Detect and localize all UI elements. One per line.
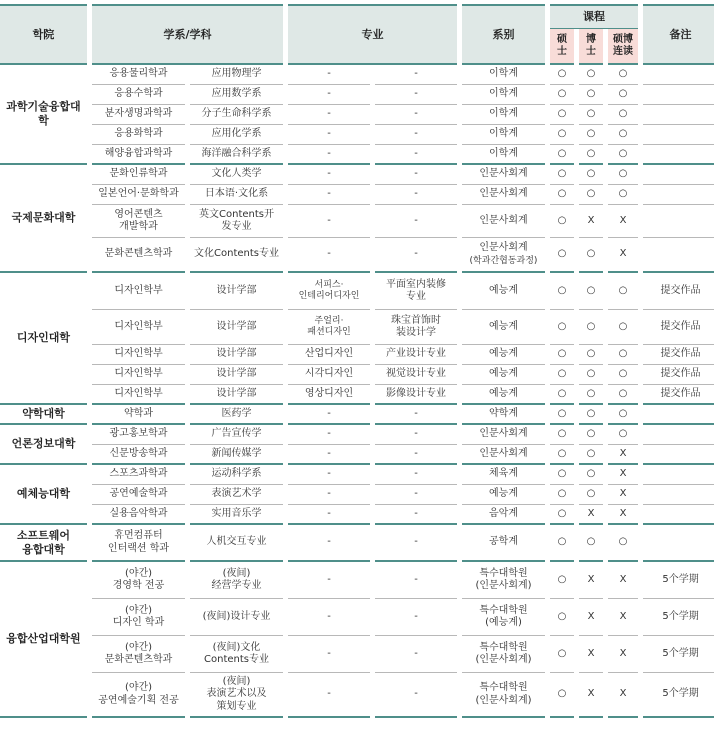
table-row (0, 105, 714, 125)
header-note: 备注 (643, 4, 714, 65)
note-cell (643, 185, 714, 205)
doctor-mark: ○ (579, 525, 603, 562)
doctor-mark: X (579, 599, 603, 636)
dept-korean-cell: 디자인학부 (92, 385, 185, 405)
major-chinese-cell: - (375, 673, 457, 718)
note-cell (643, 525, 714, 562)
dept-chinese-cell: 应用数学系 (190, 85, 283, 105)
major-korean-cell: - (288, 505, 370, 525)
table-row (0, 405, 714, 425)
series-cell: 특수대학원 (예능계) (462, 599, 545, 636)
major-korean-cell: - (288, 65, 370, 85)
doctor-mark: ○ (579, 185, 603, 205)
dept-chinese-cell: (夜间) 经营学专业 (190, 562, 283, 599)
dept-chinese-cell: 设计学部 (190, 273, 283, 310)
major-chinese-cell: - (375, 445, 457, 465)
combined-mark: ○ (608, 405, 638, 425)
note-cell (643, 505, 714, 525)
major-chinese-cell: - (375, 125, 457, 145)
combined-mark: X (608, 636, 638, 673)
note-cell (643, 125, 714, 145)
major-korean-cell: 주얼리· 패션디자인 (288, 310, 370, 345)
doctor-mark: ○ (579, 345, 603, 365)
doctor-mark: ○ (579, 65, 603, 85)
dept-korean-cell: 응용화학과 (92, 125, 185, 145)
note-cell (643, 65, 714, 85)
major-chinese-cell: - (375, 145, 457, 165)
series-cell: 예능계 (462, 365, 545, 385)
header-combined: 硕博 连读 (608, 29, 638, 65)
major-chinese-cell: - (375, 185, 457, 205)
dept-korean-cell: 문화인류학과 (92, 165, 185, 185)
master-mark: ○ (550, 445, 574, 465)
dept-korean-cell: (야간) 공연예술기획 전공 (92, 673, 185, 718)
major-korean-cell: 영상디자인 (288, 385, 370, 405)
dept-korean-cell: (야간) 경영학 전공 (92, 562, 185, 599)
major-chinese-cell: 产业设计专业 (375, 345, 457, 365)
table-header (0, 4, 714, 65)
dept-korean-cell: 디자인학부 (92, 365, 185, 385)
major-korean-cell: - (288, 165, 370, 185)
dept-korean-cell: 공연예술학과 (92, 485, 185, 505)
series-cell: 체육계 (462, 465, 545, 485)
combined-mark: X (608, 465, 638, 485)
dept-chinese-cell: 设计学部 (190, 310, 283, 345)
master-mark: ○ (550, 165, 574, 185)
major-korean-cell: - (288, 145, 370, 165)
dept-chinese-cell: 英文Contents开 发专业 (190, 205, 283, 238)
header-college: 학院 (0, 4, 87, 65)
master-mark: ○ (550, 385, 574, 405)
combined-mark: ○ (608, 525, 638, 562)
master-mark: ○ (550, 273, 574, 310)
dept-korean-cell: 일본언어·문화학과 (92, 185, 185, 205)
dept-chinese-cell: 日本语·文化系 (190, 185, 283, 205)
table-row (0, 165, 714, 185)
major-chinese-cell: - (375, 636, 457, 673)
major-korean-cell: 산업디자인 (288, 345, 370, 365)
college-cell: 언론정보대학 (0, 425, 87, 465)
doctor-mark: ○ (579, 273, 603, 310)
header-series: 系别 (462, 4, 545, 65)
series-cell: 특수대학원 (인문사회계) (462, 562, 545, 599)
dept-chinese-cell: (夜间) 表演艺术以及 策划专业 (190, 673, 283, 718)
major-chinese-cell: - (375, 465, 457, 485)
doctor-mark: X (579, 562, 603, 599)
series-cell: 예능계 (462, 345, 545, 365)
doctor-mark: X (579, 205, 603, 238)
header-dept: 学系/学科 (92, 4, 283, 65)
major-chinese-cell: 影像设计专业 (375, 385, 457, 405)
college-cell: 예체능대학 (0, 465, 87, 525)
combined-mark: X (608, 505, 638, 525)
dept-korean-cell: 스포츠과학과 (92, 465, 185, 485)
note-cell: 提交作品 (643, 310, 714, 345)
series-cell: 약학계 (462, 405, 545, 425)
series-note: (학과간협동과정) (469, 255, 538, 266)
major-korean-cell: - (288, 636, 370, 673)
major-chinese-cell: - (375, 485, 457, 505)
dept-korean-cell: 광고홍보학과 (92, 425, 185, 445)
dept-korean-cell: 디자인학부 (92, 273, 185, 310)
doctor-mark: ○ (579, 365, 603, 385)
table-body (0, 65, 714, 718)
major-korean-cell: - (288, 185, 370, 205)
series-cell: 예능계 (462, 485, 545, 505)
table-row (0, 525, 714, 562)
dept-chinese-cell: 设计学部 (190, 385, 283, 405)
dept-korean-cell: 응용수학과 (92, 85, 185, 105)
doctor-mark: ○ (579, 105, 603, 125)
note-cell (643, 165, 714, 185)
dept-chinese-cell: 设计学部 (190, 365, 283, 385)
major-korean-cell: - (288, 85, 370, 105)
dept-chinese-cell: 医药学 (190, 405, 283, 425)
master-mark: ○ (550, 636, 574, 673)
doctor-mark: ○ (579, 445, 603, 465)
major-chinese-cell: 珠宝首饰时 装设计学 (375, 310, 457, 345)
master-mark: ○ (550, 145, 574, 165)
table-row (0, 273, 714, 310)
table-row (0, 345, 714, 365)
dept-chinese-cell: 应用化学系 (190, 125, 283, 145)
dept-korean-cell: 문화콘텐츠학과 (92, 238, 185, 273)
series-cell: 이학계 (462, 65, 545, 85)
master-mark: ○ (550, 238, 574, 273)
series-cell: 예능계 (462, 310, 545, 345)
master-mark: ○ (550, 85, 574, 105)
major-chinese-cell: - (375, 425, 457, 445)
master-mark: ○ (550, 562, 574, 599)
major-chinese-cell: - (375, 65, 457, 85)
header-doctor: 博 士 (579, 29, 603, 65)
major-chinese-cell: - (375, 205, 457, 238)
combined-mark: ○ (608, 125, 638, 145)
combined-mark: X (608, 238, 638, 273)
master-mark: ○ (550, 465, 574, 485)
doctor-mark: ○ (579, 485, 603, 505)
table-row (0, 238, 714, 273)
table-row (0, 465, 714, 485)
program-table (0, 4, 714, 718)
major-korean-cell: - (288, 125, 370, 145)
note-cell (643, 105, 714, 125)
note-cell (643, 85, 714, 105)
major-korean-cell: - (288, 485, 370, 505)
table-row (0, 365, 714, 385)
doctor-mark: ○ (579, 125, 603, 145)
combined-mark: ○ (608, 85, 638, 105)
combined-mark: ○ (608, 65, 638, 85)
doctor-mark: ○ (579, 238, 603, 273)
major-chinese-cell: - (375, 562, 457, 599)
dept-chinese-cell: 广告宣传学 (190, 425, 283, 445)
series-cell: 특수대학원 (인문사회계) (462, 636, 545, 673)
master-mark: ○ (550, 345, 574, 365)
combined-mark: ○ (608, 425, 638, 445)
master-mark: ○ (550, 310, 574, 345)
table-row (0, 65, 714, 85)
dept-korean-cell: 해양융합과학과 (92, 145, 185, 165)
combined-mark: X (608, 445, 638, 465)
table-row (0, 205, 714, 238)
series-cell: 이학계 (462, 125, 545, 145)
dept-korean-cell: 분자생명과학과 (92, 105, 185, 125)
dept-chinese-cell: 海洋融合科学系 (190, 145, 283, 165)
series-cell: 인문사회계 (학과간협동과정) (462, 238, 545, 273)
major-chinese-cell: - (375, 599, 457, 636)
table-row (0, 445, 714, 465)
dept-korean-cell: (야간) 문화콘텐츠학과 (92, 636, 185, 673)
major-korean-cell: - (288, 445, 370, 465)
combined-mark: X (608, 562, 638, 599)
header-course: 课程 (550, 4, 638, 29)
major-chinese-cell: 平面室内装修 专业 (375, 273, 457, 310)
combined-mark: ○ (608, 385, 638, 405)
master-mark: ○ (550, 525, 574, 562)
note-cell (643, 465, 714, 485)
major-korean-cell: - (288, 465, 370, 485)
major-chinese-cell: - (375, 165, 457, 185)
major-korean-cell: - (288, 425, 370, 445)
major-chinese-cell: - (375, 525, 457, 562)
combined-mark: X (608, 673, 638, 718)
dept-korean-cell: 디자인학부 (92, 345, 185, 365)
major-chinese-cell: - (375, 505, 457, 525)
table-row (0, 185, 714, 205)
dept-chinese-cell: (夜间)设计专业 (190, 599, 283, 636)
combined-mark: X (608, 599, 638, 636)
master-mark: ○ (550, 365, 574, 385)
dept-chinese-cell: 设计学部 (190, 345, 283, 365)
note-cell: 提交作品 (643, 365, 714, 385)
college-cell: 융합산업대학원 (0, 562, 87, 718)
doctor-mark: ○ (579, 405, 603, 425)
dept-chinese-cell: 运动科学系 (190, 465, 283, 485)
major-korean-cell: - (288, 562, 370, 599)
master-mark: ○ (550, 505, 574, 525)
major-chinese-cell: - (375, 405, 457, 425)
series-cell: 인문사회계 (462, 185, 545, 205)
series-cell: 이학계 (462, 85, 545, 105)
table-row (0, 636, 714, 673)
combined-mark: ○ (608, 273, 638, 310)
table-row (0, 562, 714, 599)
doctor-mark: ○ (579, 385, 603, 405)
college-cell: 약학대학 (0, 405, 87, 425)
major-chinese-cell: - (375, 85, 457, 105)
dept-chinese-cell: 分子生命科学系 (190, 105, 283, 125)
dept-korean-cell: 휴먼컴퓨터 인터랙션 학과 (92, 525, 185, 562)
table-row (0, 599, 714, 636)
college-cell: 과학기술융합대학 (0, 65, 87, 165)
doctor-mark: ○ (579, 310, 603, 345)
master-mark: ○ (550, 425, 574, 445)
table-row (0, 673, 714, 718)
note-cell (643, 145, 714, 165)
note-cell (643, 205, 714, 238)
dept-korean-cell: 응용물리학과 (92, 65, 185, 85)
combined-mark: ○ (608, 165, 638, 185)
series-cell: 특수대학원 (인문사회계) (462, 673, 545, 718)
series-cell: 인문사회계 (462, 205, 545, 238)
dept-korean-cell: 신문방송학과 (92, 445, 185, 465)
dept-korean-cell: 실용음악학과 (92, 505, 185, 525)
dept-chinese-cell: (夜间)文化 Contents专业 (190, 636, 283, 673)
doctor-mark: ○ (579, 145, 603, 165)
series-cell: 이학계 (462, 145, 545, 165)
table-row (0, 125, 714, 145)
dept-chinese-cell: 表演艺术学 (190, 485, 283, 505)
table-row (0, 425, 714, 445)
doctor-mark: ○ (579, 85, 603, 105)
major-chinese-cell: - (375, 238, 457, 273)
note-cell: 5个学期 (643, 636, 714, 673)
series-cell: 공학계 (462, 525, 545, 562)
combined-mark: X (608, 485, 638, 505)
master-mark: ○ (550, 185, 574, 205)
doctor-mark: X (579, 673, 603, 718)
combined-mark: ○ (608, 310, 638, 345)
master-mark: ○ (550, 599, 574, 636)
combined-mark: ○ (608, 185, 638, 205)
series-cell: 이학계 (462, 105, 545, 125)
series-cell: 인문사회계 (462, 165, 545, 185)
major-chinese-cell: 视觉设计专业 (375, 365, 457, 385)
header-master: 硕 士 (550, 29, 574, 65)
doctor-mark: X (579, 505, 603, 525)
note-cell (643, 485, 714, 505)
series-cell: 음악계 (462, 505, 545, 525)
dept-korean-cell: 영어콘텐츠 개발학과 (92, 205, 185, 238)
master-mark: ○ (550, 105, 574, 125)
header-major: 专业 (288, 4, 457, 65)
note-cell: 5个学期 (643, 673, 714, 718)
dept-chinese-cell: 人机交互专业 (190, 525, 283, 562)
dept-chinese-cell: 实用音乐学 (190, 505, 283, 525)
table-row (0, 145, 714, 165)
dept-korean-cell: (야간) 디자인 학과 (92, 599, 185, 636)
dept-chinese-cell: 文化Contents专业 (190, 238, 283, 273)
series-cell: 인문사회계 (462, 425, 545, 445)
college-cell: 디자인대학 (0, 273, 87, 405)
series-cell: 인문사회계 (462, 445, 545, 465)
dept-chinese-cell: 应用物理学 (190, 65, 283, 85)
major-korean-cell: - (288, 673, 370, 718)
series-cell: 예능계 (462, 273, 545, 310)
master-mark: ○ (550, 673, 574, 718)
master-mark: ○ (550, 405, 574, 425)
major-chinese-cell: - (375, 105, 457, 125)
dept-korean-cell: 약학과 (92, 405, 185, 425)
major-korean-cell: - (288, 405, 370, 425)
table-row (0, 385, 714, 405)
note-cell: 提交作品 (643, 273, 714, 310)
dept-chinese-cell: 新闻传媒学 (190, 445, 283, 465)
doctor-mark: ○ (579, 165, 603, 185)
dept-korean-cell: 디자인학부 (92, 310, 185, 345)
master-mark: ○ (550, 485, 574, 505)
master-mark: ○ (550, 125, 574, 145)
major-korean-cell: - (288, 105, 370, 125)
note-cell: 提交作品 (643, 385, 714, 405)
series-cell: 예능계 (462, 385, 545, 405)
note-cell (643, 405, 714, 425)
combined-mark: ○ (608, 105, 638, 125)
note-cell: 5个学期 (643, 562, 714, 599)
note-cell (643, 425, 714, 445)
table-row (0, 310, 714, 345)
major-korean-cell: - (288, 205, 370, 238)
dept-chinese-cell: 文化人类学 (190, 165, 283, 185)
combined-mark: ○ (608, 345, 638, 365)
table-row (0, 485, 714, 505)
major-korean-cell: - (288, 525, 370, 562)
combined-mark: ○ (608, 365, 638, 385)
combined-mark: X (608, 205, 638, 238)
note-cell (643, 238, 714, 273)
college-cell: 소프트웨어 융합대학 (0, 525, 87, 562)
combined-mark: ○ (608, 145, 638, 165)
major-korean-cell: 시각디자인 (288, 365, 370, 385)
table-row (0, 85, 714, 105)
major-korean-cell: - (288, 599, 370, 636)
table-row (0, 505, 714, 525)
major-korean-cell: 서피스· 인테리어디자인 (288, 273, 370, 310)
master-mark: ○ (550, 205, 574, 238)
note-cell (643, 445, 714, 465)
note-cell: 5个学期 (643, 599, 714, 636)
master-mark: ○ (550, 65, 574, 85)
college-cell: 국제문화대학 (0, 165, 87, 273)
major-korean-cell: - (288, 238, 370, 273)
doctor-mark: X (579, 636, 603, 673)
doctor-mark: ○ (579, 465, 603, 485)
note-cell: 提交作品 (643, 345, 714, 365)
doctor-mark: ○ (579, 425, 603, 445)
